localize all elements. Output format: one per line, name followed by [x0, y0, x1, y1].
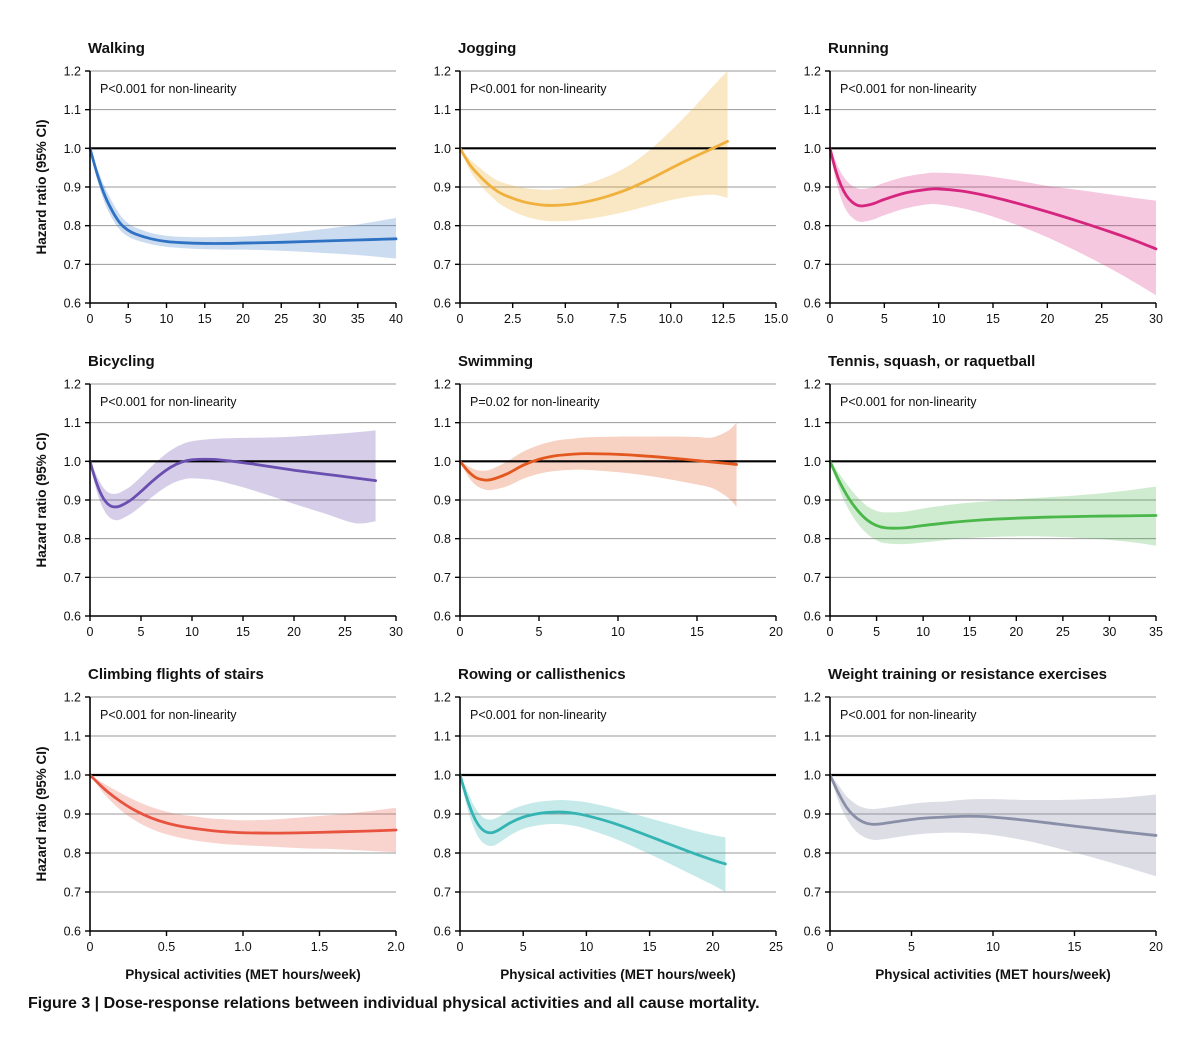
svg-text:5: 5 [124, 312, 132, 326]
chart-svg [798, 376, 1168, 646]
panel-title: Climbing flights of stairs [88, 666, 264, 683]
svg-text:P=0.02 for non-linearity: P=0.02 for non-linearity [470, 395, 600, 409]
panel-title: Rowing or callisthenics [458, 666, 626, 683]
svg-text:0.8: 0.8 [803, 846, 821, 861]
svg-text:0: 0 [456, 312, 464, 326]
svg-text:10: 10 [986, 940, 1000, 954]
svg-text:1.0: 1.0 [803, 141, 821, 156]
svg-text:35: 35 [1149, 625, 1163, 639]
svg-text:0.8: 0.8 [803, 532, 821, 547]
svg-text:20: 20 [236, 312, 250, 326]
svg-text:35: 35 [350, 312, 365, 326]
svg-text:1.5: 1.5 [310, 940, 329, 954]
svg-text:P<0.001 for non-linearity: P<0.001 for non-linearity [470, 708, 607, 722]
svg-text:15: 15 [690, 625, 704, 639]
svg-text:0.7: 0.7 [63, 885, 81, 900]
svg-text:30: 30 [1102, 625, 1117, 639]
svg-text:0.9: 0.9 [63, 180, 81, 195]
svg-text:20: 20 [769, 625, 783, 639]
svg-text:1.0: 1.0 [63, 454, 81, 469]
svg-text:15.0: 15.0 [763, 312, 788, 326]
panel-title: Walking [88, 40, 145, 57]
svg-text:1.0: 1.0 [234, 940, 252, 954]
chart-svg [28, 63, 408, 333]
svg-text:1.2: 1.2 [63, 64, 81, 79]
svg-text:20: 20 [705, 940, 720, 954]
svg-text:0.6: 0.6 [63, 296, 81, 311]
plot-area [798, 63, 1168, 333]
svg-text:1.2: 1.2 [63, 377, 81, 392]
svg-text:P<0.001 for non-linearity: P<0.001 for non-linearity [100, 395, 237, 409]
svg-text:1.2: 1.2 [803, 64, 821, 79]
svg-text:10: 10 [159, 312, 174, 326]
svg-text:0.8: 0.8 [63, 219, 81, 234]
svg-text:0.6: 0.6 [803, 609, 821, 624]
svg-text:1.0: 1.0 [433, 768, 451, 783]
svg-text:0.9: 0.9 [803, 493, 821, 508]
svg-text:1.0: 1.0 [803, 768, 821, 783]
svg-text:30: 30 [1149, 312, 1163, 326]
svg-text:1.0: 1.0 [63, 768, 81, 783]
svg-text:0: 0 [456, 625, 464, 639]
svg-text:0.6: 0.6 [433, 924, 451, 939]
plot-area [798, 689, 1168, 989]
svg-text:P<0.001 for non-linearity: P<0.001 for non-linearity [840, 708, 977, 722]
svg-text:1.2: 1.2 [433, 64, 451, 79]
svg-text:P<0.001 for non-linearity: P<0.001 for non-linearity [100, 82, 237, 96]
plot-area [428, 689, 788, 989]
svg-text:0.5: 0.5 [157, 940, 176, 954]
panel-walking [28, 40, 408, 333]
svg-text:0.7: 0.7 [433, 257, 451, 272]
svg-text:0.6: 0.6 [803, 296, 821, 311]
svg-text:25: 25 [1055, 625, 1070, 639]
plot-area [28, 376, 408, 646]
svg-text:1.1: 1.1 [63, 416, 81, 431]
svg-text:P<0.001 for non-linearity: P<0.001 for non-linearity [840, 82, 977, 96]
svg-text:0.8: 0.8 [433, 219, 451, 234]
chart-svg [28, 376, 408, 646]
panel-title: Bicycling [88, 353, 155, 370]
svg-text:0.8: 0.8 [433, 532, 451, 547]
chart-svg [428, 63, 788, 333]
svg-text:0.9: 0.9 [63, 493, 81, 508]
chart-svg [28, 689, 408, 989]
svg-text:0.9: 0.9 [433, 493, 451, 508]
svg-text:0.6: 0.6 [803, 924, 821, 939]
svg-text:10: 10 [931, 312, 946, 326]
svg-text:1.1: 1.1 [63, 103, 81, 118]
svg-text:15: 15 [197, 312, 212, 326]
svg-text:1.1: 1.1 [803, 729, 821, 744]
svg-text:15: 15 [642, 940, 657, 954]
svg-text:0.9: 0.9 [803, 807, 821, 822]
svg-text:Physical activities (MET hours: Physical activities (MET hours/week) [875, 967, 1111, 982]
svg-text:10: 10 [916, 625, 931, 639]
svg-text:25: 25 [338, 625, 352, 639]
svg-text:5: 5 [137, 625, 145, 639]
svg-text:1.1: 1.1 [63, 729, 81, 744]
chart-svg [798, 63, 1168, 333]
plot-area [428, 63, 788, 333]
svg-text:Hazard ratio (95% CI): Hazard ratio (95% CI) [34, 432, 49, 568]
svg-text:15: 15 [986, 312, 1000, 326]
svg-text:1.0: 1.0 [433, 141, 451, 156]
svg-text:0.7: 0.7 [433, 885, 451, 900]
svg-text:15: 15 [236, 625, 250, 639]
panel-title: Weight training or resistance exercises [828, 666, 1108, 683]
panel-title: Jogging [458, 40, 517, 57]
panel-weight-training-or-resistance-exercises [798, 666, 1168, 989]
svg-text:P<0.001 for non-linearity: P<0.001 for non-linearity [470, 82, 607, 96]
svg-text:0.6: 0.6 [63, 924, 81, 939]
panel-tennis-squash-raquetball [798, 353, 1168, 646]
svg-text:1.1: 1.1 [433, 416, 451, 431]
svg-text:1.2: 1.2 [803, 377, 821, 392]
svg-text:2.5: 2.5 [503, 312, 522, 326]
svg-text:1.1: 1.1 [803, 103, 821, 118]
svg-text:1.2: 1.2 [433, 377, 451, 392]
svg-text:0: 0 [86, 312, 94, 326]
svg-text:40: 40 [389, 312, 403, 326]
svg-text:5: 5 [880, 312, 888, 326]
svg-text:7.5: 7.5 [609, 312, 627, 326]
svg-text:20: 20 [1040, 312, 1055, 326]
svg-text:1.2: 1.2 [803, 690, 821, 705]
svg-text:20: 20 [1149, 940, 1163, 954]
svg-text:0.9: 0.9 [433, 807, 451, 822]
svg-text:0.8: 0.8 [433, 846, 451, 861]
svg-text:0.9: 0.9 [433, 180, 451, 195]
svg-text:P<0.001 for non-linearity: P<0.001 for non-linearity [840, 395, 977, 409]
svg-text:10: 10 [579, 940, 594, 954]
svg-text:P<0.001 for non-linearity: P<0.001 for non-linearity [100, 708, 237, 722]
svg-text:Physical activities (MET hours: Physical activities (MET hours/week) [500, 967, 736, 982]
svg-text:5: 5 [873, 625, 881, 639]
svg-text:1.0: 1.0 [63, 141, 81, 156]
plot-area [28, 63, 408, 333]
svg-text:0.6: 0.6 [433, 609, 451, 624]
svg-text:0: 0 [86, 625, 94, 639]
svg-text:5: 5 [535, 625, 543, 639]
panel-bicycling [28, 353, 408, 646]
svg-text:25: 25 [769, 940, 783, 954]
svg-text:0.7: 0.7 [63, 570, 81, 585]
svg-text:0.9: 0.9 [63, 807, 81, 822]
plot-area [428, 376, 788, 646]
svg-text:5: 5 [519, 940, 527, 954]
svg-text:0: 0 [86, 940, 94, 954]
svg-text:12.5: 12.5 [711, 312, 736, 326]
svg-text:0.8: 0.8 [63, 846, 81, 861]
figure-caption: Figure 3 | Dose-response relations between individual physical activities and all cause mortality. [28, 995, 760, 1012]
svg-text:30: 30 [312, 312, 327, 326]
panel-title: Tennis, squash, or raquetball [828, 353, 1036, 370]
plot-area [798, 376, 1168, 646]
svg-text:0.6: 0.6 [63, 609, 81, 624]
svg-text:Physical activities (MET hours: Physical activities (MET hours/week) [125, 967, 361, 982]
panel-rowing-or-callisthenics [428, 666, 788, 989]
svg-text:1.1: 1.1 [433, 103, 451, 118]
svg-text:1.1: 1.1 [803, 416, 821, 431]
svg-text:5.0: 5.0 [556, 312, 575, 326]
svg-text:10: 10 [185, 625, 199, 639]
svg-text:0: 0 [826, 312, 834, 326]
svg-text:Hazard ratio (95% CI): Hazard ratio (95% CI) [34, 746, 49, 882]
svg-text:30: 30 [389, 625, 403, 639]
svg-text:25: 25 [1094, 312, 1109, 326]
svg-text:1.0: 1.0 [803, 454, 821, 469]
svg-text:0.7: 0.7 [63, 257, 81, 272]
svg-text:0: 0 [826, 625, 834, 639]
svg-text:0.7: 0.7 [433, 570, 451, 585]
svg-text:10: 10 [611, 625, 625, 639]
svg-text:0.9: 0.9 [803, 180, 821, 195]
svg-text:1.1: 1.1 [433, 729, 451, 744]
plot-area [28, 689, 408, 989]
svg-text:0.8: 0.8 [803, 219, 821, 234]
svg-text:1.0: 1.0 [433, 454, 451, 469]
svg-text:0.7: 0.7 [803, 885, 821, 900]
panel-jogging [428, 40, 788, 333]
chart-svg [798, 689, 1168, 989]
panel-running [798, 40, 1168, 333]
svg-text:20: 20 [1009, 625, 1024, 639]
svg-text:0.7: 0.7 [803, 257, 821, 272]
svg-text:10.0: 10.0 [658, 312, 683, 326]
svg-text:0.7: 0.7 [803, 570, 821, 585]
svg-text:0.8: 0.8 [63, 532, 81, 547]
svg-text:5: 5 [908, 940, 915, 954]
svg-text:20: 20 [287, 625, 301, 639]
svg-text:1.2: 1.2 [63, 690, 81, 705]
panel-swimming [428, 353, 788, 646]
panel-climbing-flights-of-stairs [28, 666, 408, 989]
svg-text:0: 0 [826, 940, 834, 954]
svg-text:2.0: 2.0 [387, 940, 405, 954]
svg-text:1.2: 1.2 [433, 690, 451, 705]
panel-title: Running [828, 40, 889, 57]
panel-title: Swimming [458, 353, 534, 370]
svg-text:15: 15 [962, 625, 977, 639]
chart-svg [428, 376, 788, 646]
svg-text:25: 25 [274, 312, 289, 326]
svg-text:15: 15 [1067, 940, 1082, 954]
chart-svg [428, 689, 788, 989]
svg-text:Hazard ratio (95% CI): Hazard ratio (95% CI) [34, 119, 49, 255]
svg-text:0: 0 [456, 940, 464, 954]
svg-text:0.6: 0.6 [433, 296, 451, 311]
